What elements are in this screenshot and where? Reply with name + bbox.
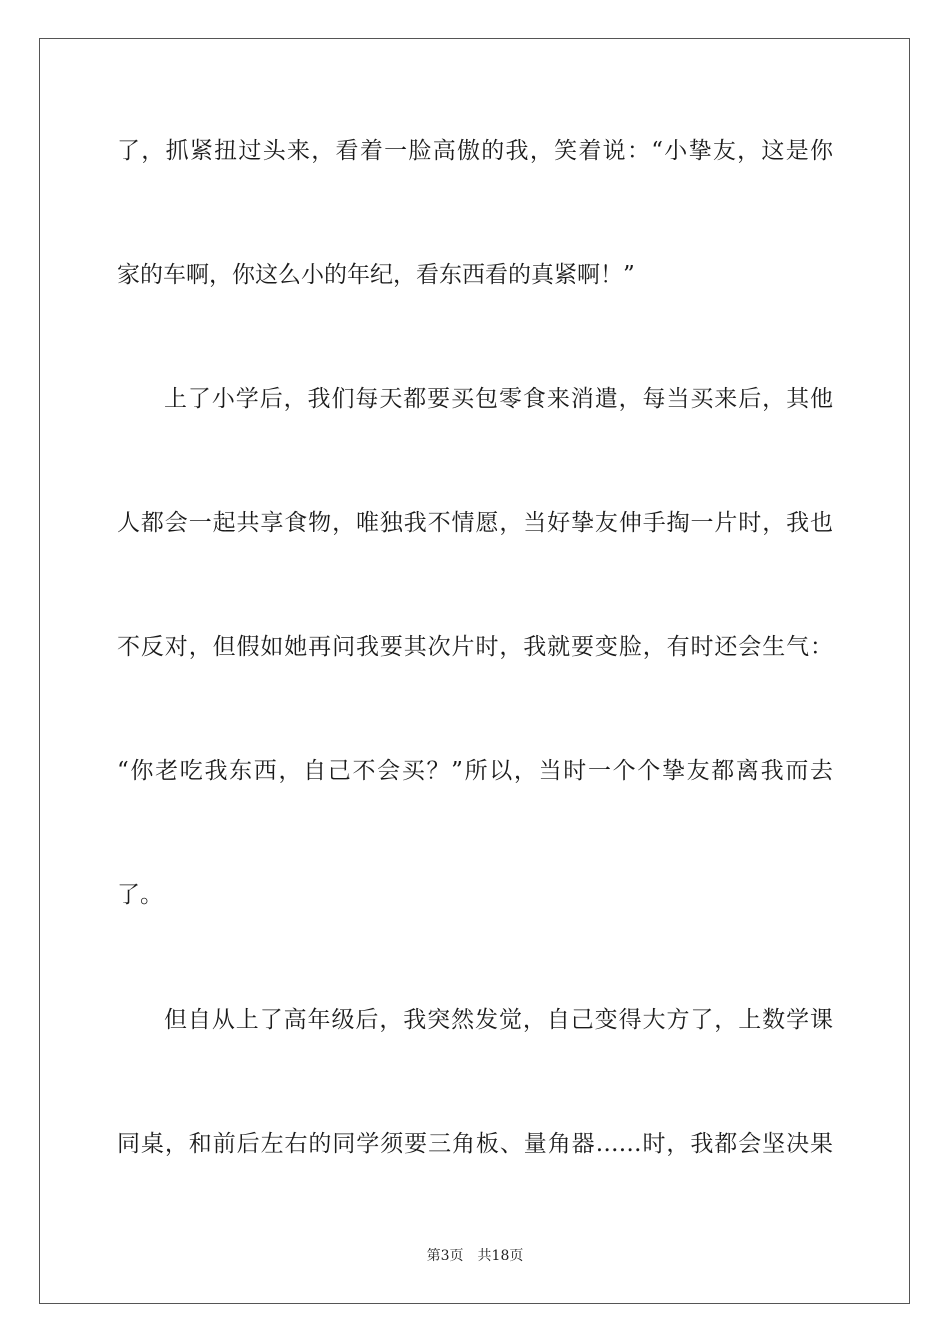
page-footer: [0, 1246, 950, 1266]
paragraph-start-line: 但自从上了高年级后，我突然发觉，自己变得大方了，上数学课: [164, 1007, 833, 1033]
text-line: 同桌，和前后左右的同学须要三角板、量角器……时，我都会坚决果: [117, 1131, 833, 1157]
paragraph-start-line: 上了小学后，我们每天都要买包零食来消遣，每当买来后，其他: [164, 386, 833, 412]
text-line: 了。: [117, 882, 163, 908]
page-frame: [39, 38, 910, 1304]
total-pages: 共18页: [477, 1248, 524, 1264]
text-line: 人都会一起共享食物，唯独我不情愿，当好挚友伸手掏一片时，我也: [117, 510, 833, 536]
text-line: 了，抓紧扭过头来，看着一脸高傲的我，笑着说：“小挚友，这是你: [117, 138, 833, 164]
text-line: “你老吃我东西，自己不会买？”所以，当时一个个挚友都离我而去: [117, 758, 833, 784]
current-page-number: 第3页: [426, 1248, 464, 1264]
text-line: 不反对，但假如她再问我要其次片时，我就要变脸，有时还会生气：: [117, 634, 833, 660]
text-line: 家的车啊，你这么小的年纪，看东西看的真紧啊！”: [117, 262, 635, 288]
